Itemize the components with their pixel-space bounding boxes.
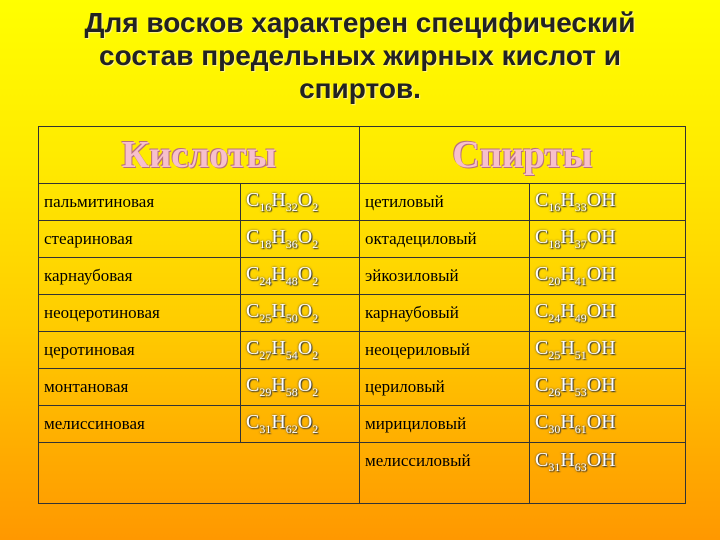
header-alcohols: Спирты	[360, 127, 686, 184]
acid-formula: $C_{24}H_{48}O_2$	[241, 258, 360, 295]
acid-name: монтановая	[39, 369, 241, 406]
acid-formula: $C_{31}H_{62}O_2$	[241, 406, 360, 443]
alcohol-name: карнаубовый	[360, 295, 530, 332]
table-row	[39, 369, 686, 406]
alcohol-name: мирициловый	[360, 406, 530, 443]
table-row	[39, 332, 686, 369]
alcohol-name: цериловый	[360, 369, 530, 406]
acid-formula: $C_{29}H_{58}O_2$	[241, 369, 360, 406]
table-row	[39, 295, 686, 332]
acid-formula: $C_{25}H_{50}O_2$	[241, 295, 360, 332]
alcohol-formula: $C_{24}H_{49}OH$	[530, 295, 686, 332]
waxes-composition-table	[38, 126, 686, 504]
table-row	[39, 184, 686, 221]
acid-name: мелиссиновая	[39, 406, 241, 443]
alcohol-formula: $C_{31}H_{63}OH$	[530, 443, 686, 504]
table-row	[39, 443, 686, 504]
table-row	[39, 258, 686, 295]
header-acids: Кислоты	[39, 127, 360, 184]
table-row	[39, 406, 686, 443]
table-row	[39, 221, 686, 258]
acid-name: стеариновая	[39, 221, 241, 258]
header-row	[39, 127, 686, 184]
acid-formula: $C_{16}H_{32}O_2$	[241, 184, 360, 221]
alcohol-formula: $C_{25}H_{51}OH$	[530, 332, 686, 369]
alcohol-name: неоцериловый	[360, 332, 530, 369]
acid-name: карнаубовая	[39, 258, 241, 295]
acid-name: пальмитиновая	[39, 184, 241, 221]
alcohol-formula: $C_{16}H_{33}OH$	[530, 184, 686, 221]
alcohol-formula: $C_{30}H_{61}OH$	[530, 406, 686, 443]
acid-name: неоцеротиновая	[39, 295, 241, 332]
acid-formula: $C_{27}H_{54}O_2$	[241, 332, 360, 369]
empty-cell	[39, 443, 360, 504]
acid-name: церотиновая	[39, 332, 241, 369]
alcohol-name: цетиловый	[360, 184, 530, 221]
alcohol-formula: $C_{18}H_{37}OH$	[530, 221, 686, 258]
alcohol-formula: $C_{20}H_{41}OH$	[530, 258, 686, 295]
alcohol-name: мелиссиловый	[360, 443, 530, 504]
alcohol-formula: $C_{26}H_{53}OH$	[530, 369, 686, 406]
acid-formula: $C_{18}H_{36}O_2$	[241, 221, 360, 258]
slide-title: Для восков характерен специфический состав предельных жирных кислот и спиртов.	[84, 7, 636, 104]
alcohol-name: эйкозиловый	[360, 258, 530, 295]
alcohol-name: октадециловый	[360, 221, 530, 258]
